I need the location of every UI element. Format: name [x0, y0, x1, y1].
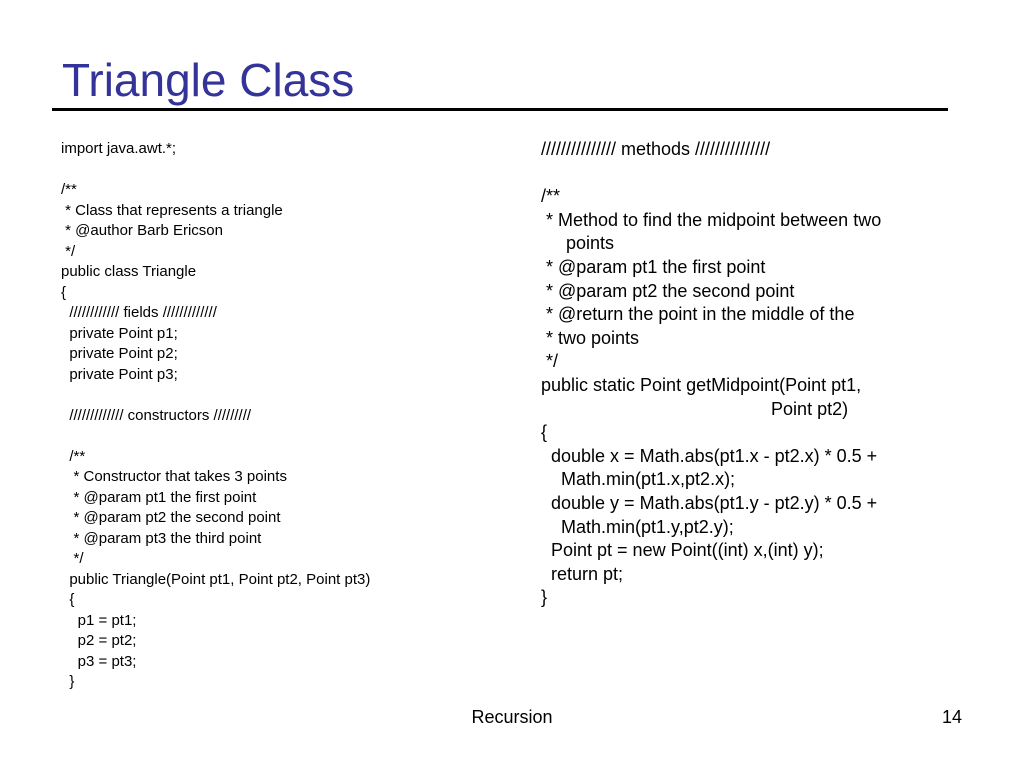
code-line: /** [541, 186, 561, 207]
code-line: * @param pt3 the third point [61, 529, 262, 547]
code-line: /** [61, 181, 77, 198]
code-line: * @param pt1 the first point [541, 256, 766, 277]
code-line: p3 = pt3; [61, 652, 137, 670]
code-line: * Constructor that takes 3 points [61, 468, 287, 485]
code-line: { [541, 422, 548, 443]
code-line: */ [541, 351, 559, 372]
code-line: public Triangle(Point pt1, Point pt2, Point pt3) [61, 570, 371, 588]
code-line: * @param pt1 the first point [61, 488, 257, 506]
code-line: return pt; [541, 563, 624, 584]
code-line: * @return the point in the middle of the [541, 304, 855, 325]
code-line: * Class that represents a triangle [61, 201, 283, 219]
code-line: Point pt = new Point((int) x,(int) y); [541, 540, 824, 561]
code-line: ///////////// constructors ///////// [61, 406, 252, 424]
code-line: */ [61, 550, 84, 567]
code-line: import java.awt.*; [61, 140, 177, 157]
code-line: public static Point getMidpoint(Point pt1, [541, 374, 862, 395]
code-line: double y = Math.abs(pt1.y - pt2.y) * 0.5 + [541, 492, 878, 513]
code-line: public class Triangle [61, 263, 197, 280]
code-line [61, 160, 370, 181]
page-number: 14 [941, 707, 962, 727]
code-line: double x = Math.abs(pt1.x - pt2.x) * 0.5 + [541, 445, 878, 466]
code-line [541, 162, 881, 186]
right-code-block [541, 138, 881, 610]
code-line [61, 426, 370, 447]
code-line: } [541, 587, 548, 608]
footer-label: Recursion [471, 707, 553, 727]
code-line: p1 = pt1; [61, 611, 137, 629]
code-line: * two points [541, 327, 640, 348]
code-line: * @param pt2 the second point [541, 280, 795, 301]
left-code-block [61, 139, 370, 693]
code-line: Math.min(pt1.y,pt2.y); [541, 516, 734, 537]
code-line [61, 385, 370, 406]
code-line: //////////// fields ///////////// [61, 304, 217, 321]
title-underline [52, 108, 948, 111]
code-line: /////////////// methods /////////////// [541, 139, 771, 159]
slide-title: Triangle Class [62, 54, 355, 106]
code-line: points [541, 233, 615, 254]
code-line: private Point p2; [61, 345, 178, 362]
code-line: { [61, 591, 75, 608]
code-line: * @author Barb Ericson [61, 222, 223, 239]
code-line: * @param pt2 the second point [61, 509, 281, 526]
code-line: /** [61, 447, 86, 465]
code-line: p2 = pt2; [61, 632, 137, 649]
code-line: private Point p3; [61, 365, 178, 383]
code-line: Point pt2) [541, 398, 849, 419]
code-line: } [61, 673, 75, 690]
code-line: { [61, 283, 67, 301]
code-line: * Method to find the midpoint between two [541, 209, 882, 230]
code-line: Math.min(pt1.x,pt2.x); [541, 469, 736, 490]
code-line: private Point p1; [61, 324, 178, 342]
code-line: */ [61, 242, 76, 260]
